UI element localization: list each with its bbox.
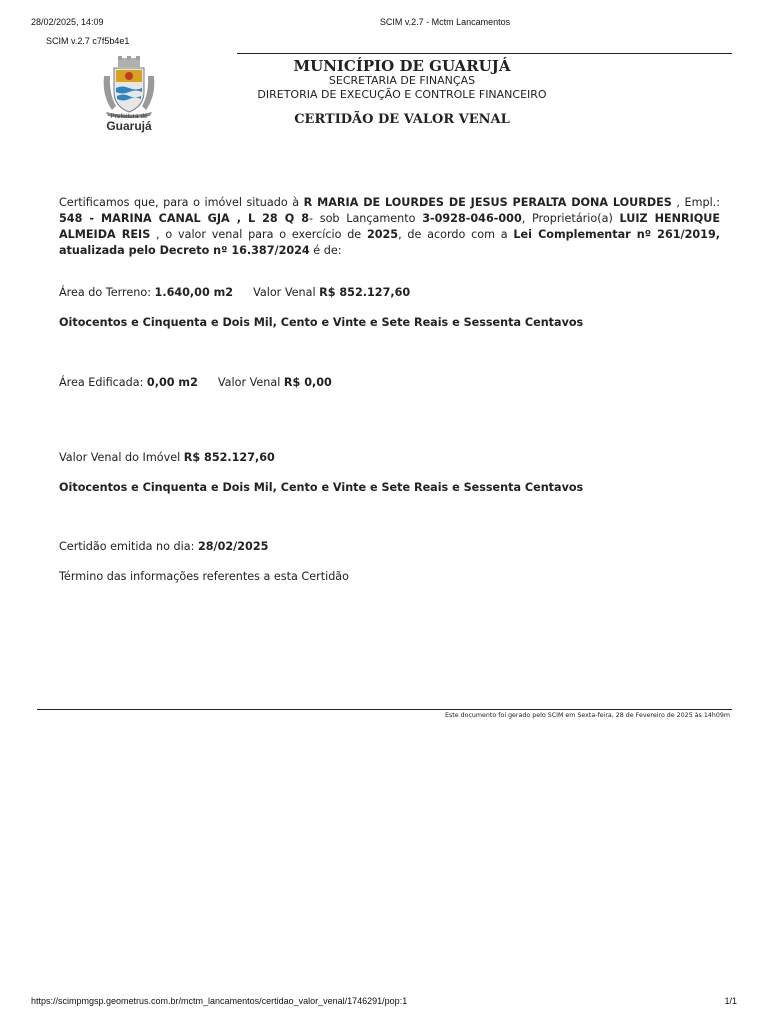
print-page-number: 1/1 [724,996,737,1006]
cert-text-2: , Empl.: [671,196,721,209]
edificada-line [59,375,332,391]
empl-value: 548 - MARINA CANAL GJA , L 28 Q 8 [59,212,310,225]
terreno-valor-value: R$ 852.127,60 [319,286,411,299]
emissao-line [59,539,268,555]
footer-rule [37,709,732,710]
cert-text-1: Certificamos que, para o imóvel situado à [59,196,304,209]
terreno-area-label: Área do Terreno: [59,286,155,299]
logo-line1: Prefeitura de [110,113,148,120]
imovel-extenso: Oitocentos e Cinquenta e Dois Mil, Cento e Vinte e Sete Reais e Sessenta Centavos [59,481,584,494]
print-datetime: 28/02/2025, 14:09 [31,17,104,27]
lancamento-number: 3-0928-046-000 [422,212,522,225]
edificada-area-value: 0,00 m2 [146,376,198,389]
cert-text-6: , de acordo com a [398,228,514,241]
cert-text-5: , o valor venal para o exercício de [150,228,367,241]
print-title: SCIM v.2.7 - Mctm Lancamentos [379,17,511,27]
terreno-line [59,285,410,301]
cert-text-3: - sob Lançamento [309,212,423,225]
generated-note: Este documento foi gerado pelo SCIM em Sexta-feira, 28 de Fevereiro de 2025 às 14h09m [445,712,730,719]
exercise-year: 2025 [366,228,399,241]
imovel-valor-label: Valor Venal do Imóvel [59,451,184,464]
certification-paragraph [59,195,720,259]
logo-line2: Guarujá [106,119,152,133]
municipality-title: MUNICÍPIO DE GUARUJÁ [293,57,511,75]
version-tag: SCIM v.2.7 c7f5b4e1 [46,36,130,46]
cert-text-7: é de: [309,244,342,257]
imovel-line [59,450,275,466]
imovel-valor-value: R$ 852.127,60 [183,451,275,464]
law-reference: Lei Complementar nº 261/2019, atualizada pelo Decreto nº 16.387/2024 [59,228,720,257]
directorate: DIRETORIA DE EXECUÇÃO E CONTROLE FINANCEIRO [257,88,547,101]
crest-icon [100,56,158,118]
terreno-valor-label: Valor Venal [253,286,320,299]
terreno-extenso: Oitocentos e Cinquenta e Dois Mil, Cento e Vinte e Sete Reais e Sessenta Centavos [59,316,584,329]
edificada-valor-value: R$ 0,00 [283,376,332,389]
cert-text-4: , Proprietário(a) [521,212,620,225]
termino-text: Término das informações referentes a esta Certidão [59,570,350,583]
prefeitura-logo [100,56,158,136]
secretariat: SECRETARIA DE FINANÇAS [328,74,476,87]
print-url[interactable]: https://scimpmgsp.geometrus.com.br/mctm_lancamentos/certidao_valor_venal/1746291/pop:1 [31,996,408,1006]
terreno-area-value: 1.640,00 m2 [154,286,234,299]
edificada-area-label: Área Edificada: [59,376,147,389]
document-title: CERTIDÃO DE VALOR VENAL [294,112,510,127]
owner-name: LUIZ HENRIQUE ALMEIDA REIS [59,212,720,241]
property-address: R MARIA DE LOURDES DE JESUS PERALTA DONA LOURDES [303,196,672,209]
edificada-valor-label: Valor Venal [217,376,284,389]
header-rule [237,53,732,54]
emissao-date: 28/02/2025 [197,540,269,553]
emissao-label: Certidão emitida no dia: [59,540,198,553]
